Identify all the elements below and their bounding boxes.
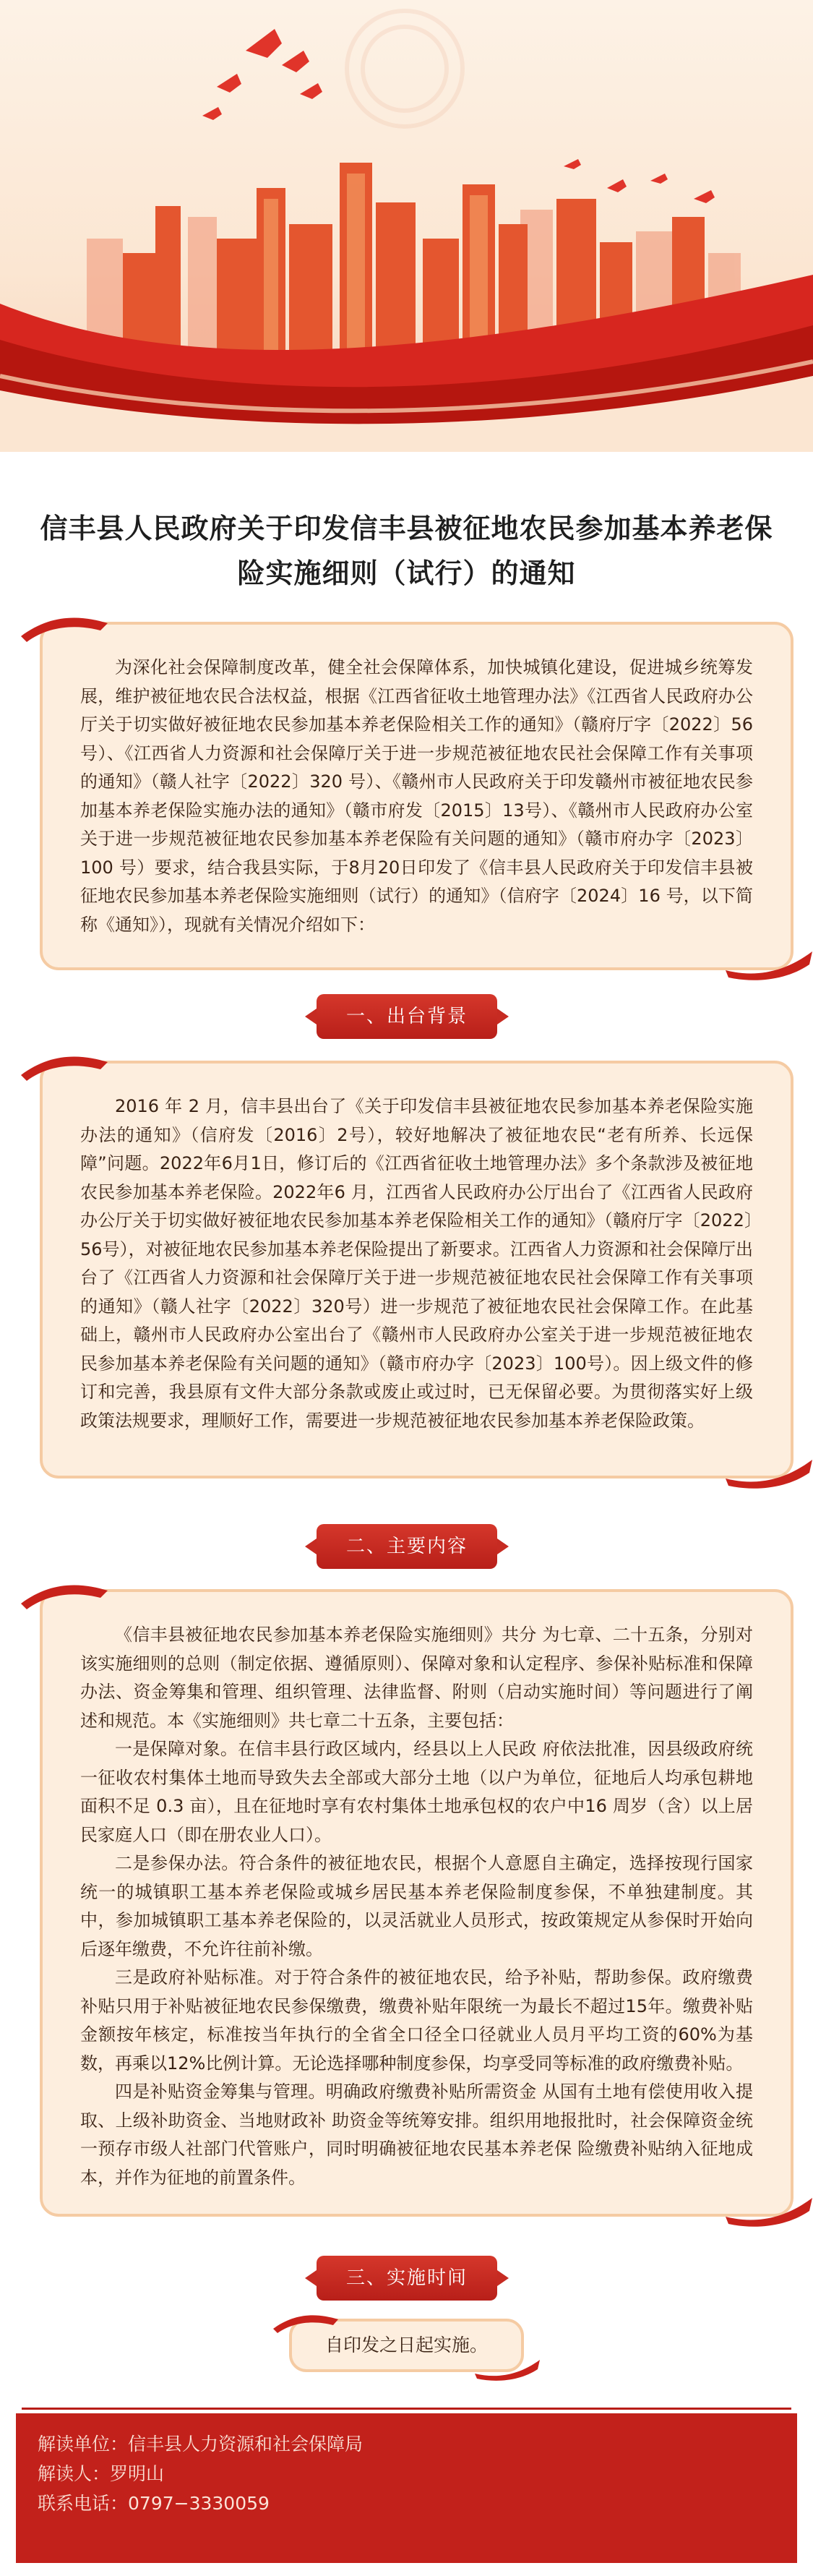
content-card — [40, 1589, 793, 2217]
page-title: 信丰县人民政府关于印发信丰县被征地农民参加基本养老保险实施细则（试行）的通知 — [40, 513, 773, 589]
footer-person-row — [38, 2459, 775, 2489]
city-skyline — [0, 0, 813, 452]
footer-phone-row — [38, 2489, 775, 2518]
ribbon-decoration — [273, 2313, 338, 2335]
intro-card — [40, 622, 793, 970]
footer-divider — [22, 2408, 791, 2413]
background-paragraph: 2016 年 2 月，信丰县出台了《关于印发信丰县被征地农民参加基本养老保险实施办法的通知》（信府发〔2016〕2号），较好地解决了被征地农民“老有所养、长远保障”问题。2022年6月1日，修订后的《江西省征收土地管理办法》多个条款涉及被征地农民参加基本养老保险。2022年6 月，江西省人民政府办公厅出台了《江西省人民政府办公厅关于切实做好被征地农民参加基本养老保险相关工作的通知》（赣府厅字〔2022〕56号），对被征地农民参加基本养老保险提出了新要求。江西省人力资源和社会保障厅出台了《江西省人力资源和社会保障厅关于进一步规范被征地农民社会保障工作有关事项的通知》（赣人社字〔2022〕320号）进一步规范了被征地农民社会保障工作。在此基础上，赣州市人民政府办公室出台了《赣州市人民政府办公室关于进一步规范被征地农民参加基本养老保险有关问题的通知》（赣市府办字〔2023〕100号）。因上级文件的修订和完善，我县原有文件大部分条款或废止或过时，已无保留必要。为贯彻落实好上级政策法规要求，理顺好工作，需要进一步规范被征地农民参加基本养老保险政策。 — [80, 1096, 753, 1431]
timing-text: 自印发之日起实施。 — [324, 2335, 488, 2355]
emblem-watermark — [347, 11, 463, 127]
dove-icon — [202, 29, 715, 203]
ribbon-decoration — [21, 615, 108, 643]
background-card — [40, 1061, 793, 1479]
section-heading-timing: 三、实施时间 — [317, 2256, 497, 2301]
footer-phone-label: 联系电话： — [38, 2493, 129, 2514]
ribbon-decoration — [21, 1582, 108, 1611]
footer-contact — [16, 2413, 797, 2563]
content-paragraph-enrollment: 二是参保办法。符合条件的被征地农民，根据个人意愿自主确定，选择按现行国家统一的城镇职工基本养老保险或城乡居民基本养老保险制度参保，不单独建制度。其中，参加城镇职工基本养老保险的，以灵活就业人员形式，按政策规定从参保时开始向后逐年缴费，不允许往前补缴。 — [80, 1853, 753, 1959]
section-heading-background: 一、出台背景 — [317, 994, 497, 1039]
ribbon-decoration — [726, 949, 812, 980]
content-paragraph-summary: 《信丰县被征地农民参加基本养老保险实施细则》共分 为七章、二十五条，分别对该实施细则的总则（制定依据、遵循原则）、保障对象和认定程序、参保补贴标准和保障办法、资金筹集和管理、组织管理、法律监督、附则（启动实施时间）等问题进行了阐述和规范。本《实施细则》共七章二十五条，主要包括： — [80, 1625, 753, 1731]
footer-person-label: 解读人： — [38, 2463, 111, 2484]
footer-unit-value: 信丰县人力资源和社会保障局 — [128, 2434, 364, 2455]
ribbon-decoration — [726, 2195, 812, 2227]
content-paragraph-subsidy: 三是政府补贴标准。对于符合条件的被征地农民，给予补贴，帮助参保。政府缴费补贴只用于补贴被征地农民参保缴费，缴费补贴年限统一为最长不超过15年。缴费补贴金额按年核定，标准按当年执行的全省全口径全口径就业人员月平均工资的60%为基数，再乘以12%比例计算。无论选择哪种制度参保，均享受同等标准的政府缴费补贴。 — [80, 1967, 753, 2074]
ribbon-decoration — [726, 1457, 812, 1489]
footer-unit-label: 解读单位： — [38, 2434, 129, 2455]
content-paragraph-coverage: 一是保障对象。在信丰县行政区域内，经县以上人民政 府依法批准，因县级政府统一征收农村集体土地而导致失去全部或大部分土地（以户为单位，征地后人均承包耕地面积不足 0.3 亩），且在征地时享有农村集体土地承包权的农户中16 周岁（含）以上居民家庭人口（即在册农业人口）。 — [80, 1739, 753, 1845]
timing-card — [289, 2319, 524, 2372]
footer-person-value: 罗明山 — [110, 2463, 165, 2484]
ribbon-decoration — [21, 1053, 108, 1082]
section-heading-content: 二、主要内容 — [317, 1524, 497, 1569]
content-paragraph-funding: 四是补贴资金筹集与管理。明确政府缴费补贴所需资金 从国有土地有偿使用收入提取、上级补助资金、当地财政补 助资金等统筹安排。组织用地报批时，社会保障资金统一预存市级人社部门代管账户，同时明确被征地农民基本养老保 险缴费补贴纳入征地成本，并作为征地的前置条件。 — [80, 2081, 753, 2188]
header-banner — [0, 0, 813, 452]
ribbon-decoration — [475, 2358, 540, 2381]
intro-paragraph: 为深化社会保障制度改革，健全社会保障体系，加快城镇化建设，促进城乡统筹发展，维护被征地农民合法权益，根据《江西省征收土地管理办法》《江西省人民政府办公厅关于切实做好被征地农民参加基本养老保险相关工作的通知》（赣府厅字〔2022〕56 号）、《江西省人力资源和社会保障厅关于进一步规范被征地农民社会保障工作有关事项的通知》（赣人社字〔2022〕320 号）、《赣州市人民政府关于印发赣州市被征地农民参加基本养老保险实施办法的通知》（赣市府发〔2015〕13号）、《赣州市人民政府办公室关于进一步规范被征地农民参加基本养老保险有关问题的通知》（赣市府办字〔2023〕100 号）要求，结合我县实际，于8月20日印发了《信丰县人民政府关于印发信丰县被征地农民参加基本养老保险实施细则（试行）的通知》（信府字〔2024〕16 号，以下简称《通知》），现就有关情况介绍如下： — [80, 657, 753, 935]
footer-unit-row — [38, 2429, 775, 2459]
footer-phone-value[interactable]: 0797−3330059 — [128, 2493, 270, 2514]
